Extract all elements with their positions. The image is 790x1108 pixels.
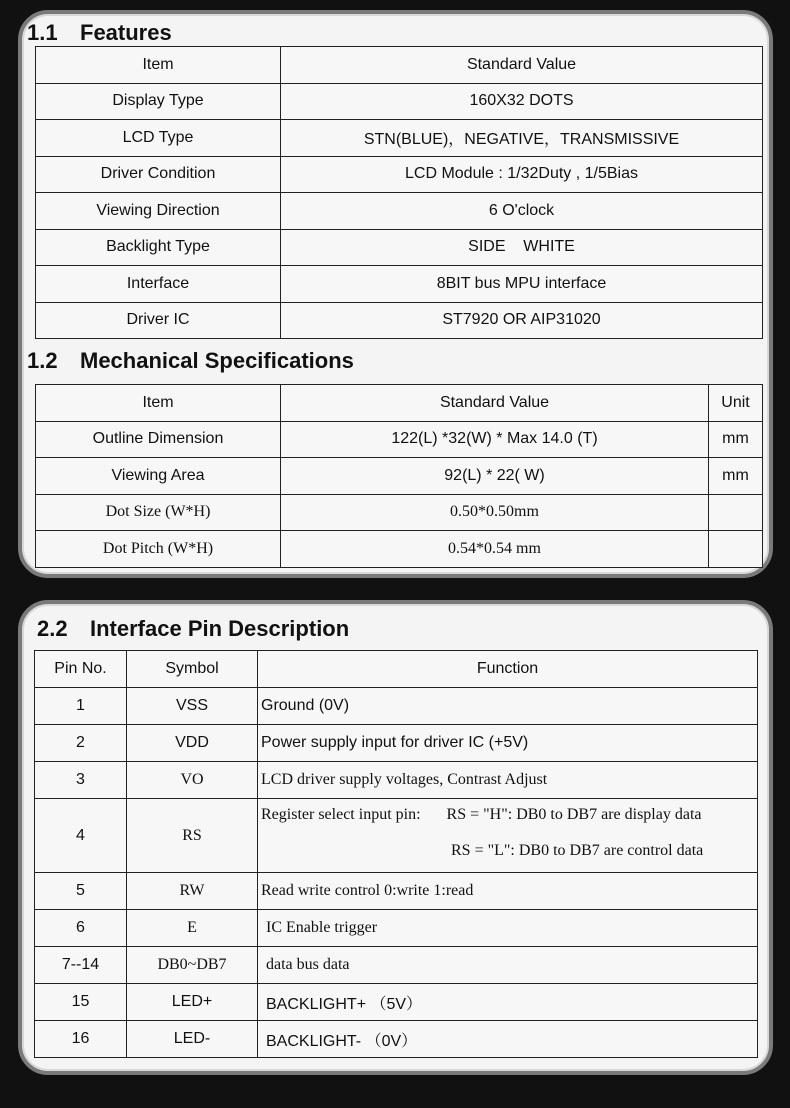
header-unit: Unit [709,385,763,422]
cell-item: Driver Condition [36,156,281,193]
table-row [36,531,763,568]
table-row [35,762,758,799]
cell-value: 92(L) * 22( W) [281,458,709,495]
header-function: Function [258,651,758,688]
cell-value: SIDE WHITE [281,229,763,266]
cell-pin: 3 [35,762,127,799]
header-value: Standard Value [281,47,763,84]
cell-function: Power supply input for driver IC (+5V) [258,725,758,762]
cell-symbol: VDD [127,725,258,762]
table-row [35,1021,758,1058]
cell-value: 160X32 DOTS [281,83,763,120]
table-row [36,120,763,157]
mechanical-table [35,384,763,568]
cell-unit [709,531,763,568]
table-row [35,799,758,873]
cell-symbol: E [127,910,258,947]
cell-value: STN(BLUE)，NEGATIVE，TRANSMISSIVE [281,120,763,157]
table-row [36,458,763,495]
cell-symbol: LED+ [127,984,258,1021]
cell-function: data bus data [258,947,758,984]
cell-unit: mm [709,421,763,458]
mechanical-heading [27,348,354,374]
cell-value: 0.50*0.50mm [281,494,709,531]
rs-low-desc: RS = "L": DB0 to DB7 are control data [451,841,704,859]
cell-symbol: VSS [127,688,258,725]
cell-function [258,799,758,873]
cell-pin: 7--14 [35,947,127,984]
features-table [35,46,763,339]
cell-item: Dot Size (W*H) [36,494,281,531]
cell-unit [709,494,763,531]
table-header-row [36,47,763,84]
section-number: 1.1 [27,20,58,45]
table-row [35,984,758,1021]
table-row [35,688,758,725]
header-item: Item [36,385,281,422]
cell-pin: 4 [35,799,127,873]
cell-value: 0.54*0.54 mm [281,531,709,568]
header-item: Item [36,47,281,84]
cell-value: LCD Module : 1/32Duty , 1/5Bias [281,156,763,193]
table-header-row [36,385,763,422]
pin-panel [18,600,773,1075]
cell-function: Ground (0V) [258,688,758,725]
cell-value: 8BIT bus MPU interface [281,266,763,303]
cell-pin: 16 [35,1021,127,1058]
cell-symbol: VO [127,762,258,799]
table-row [36,193,763,230]
cell-symbol: LED- [127,1021,258,1058]
table-header-row [35,651,758,688]
header-value: Standard Value [281,385,709,422]
table-row [35,947,758,984]
cell-item: Display Type [36,83,281,120]
cell-value: 122(L) *32(W) * Max 14.0 (T) [281,421,709,458]
cell-item: Viewing Area [36,458,281,495]
header-symbol: Symbol [127,651,258,688]
table-row [36,302,763,339]
cell-item: Backlight Type [36,229,281,266]
cell-symbol: RW [127,873,258,910]
features-heading [27,20,172,46]
cell-item: Driver IC [36,302,281,339]
table-row [35,725,758,762]
table-row [35,873,758,910]
section-number: 1.2 [27,348,58,373]
cell-item: Dot Pitch (W*H) [36,531,281,568]
table-row [36,156,763,193]
cell-pin: 15 [35,984,127,1021]
table-row [36,266,763,303]
cell-pin: 2 [35,725,127,762]
pins-heading [37,616,349,642]
table-row [35,910,758,947]
section-title: Mechanical Specifications [80,348,354,373]
cell-pin: 6 [35,910,127,947]
rs-select-label: Register select input pin: [261,805,421,823]
cell-item: Outline Dimension [36,421,281,458]
section-number: 2.2 [37,616,68,641]
table-row [36,83,763,120]
cell-value: ST7920 OR AIP31020 [281,302,763,339]
specs-panel [18,10,773,578]
cell-item: Viewing Direction [36,193,281,230]
header-pin: Pin No. [35,651,127,688]
cell-pin: 1 [35,688,127,725]
cell-symbol: RS [127,799,258,873]
section-title: Interface Pin Description [90,616,350,641]
section-title: Features [80,20,172,45]
rs-function-line-1 [261,806,753,824]
cell-function: IC Enable trigger [258,910,758,947]
cell-function: Read write control 0:write 1:read [258,873,758,910]
cell-function: BACKLIGHT+ （5V） [258,984,758,1021]
cell-function: LCD driver supply voltages, Contrast Adjust [258,762,758,799]
cell-pin: 5 [35,873,127,910]
table-row [36,494,763,531]
cell-value: 6 O'clock [281,193,763,230]
table-row [36,421,763,458]
pin-table [34,650,758,1058]
cell-item: LCD Type [36,120,281,157]
cell-function: BACKLIGHT- （0V） [258,1021,758,1058]
cell-item: Interface [36,266,281,303]
rs-high-desc: RS = "H": DB0 to DB7 are display data [446,805,702,823]
table-row [36,229,763,266]
cell-unit: mm [709,458,763,495]
cell-symbol: DB0~DB7 [127,947,258,984]
